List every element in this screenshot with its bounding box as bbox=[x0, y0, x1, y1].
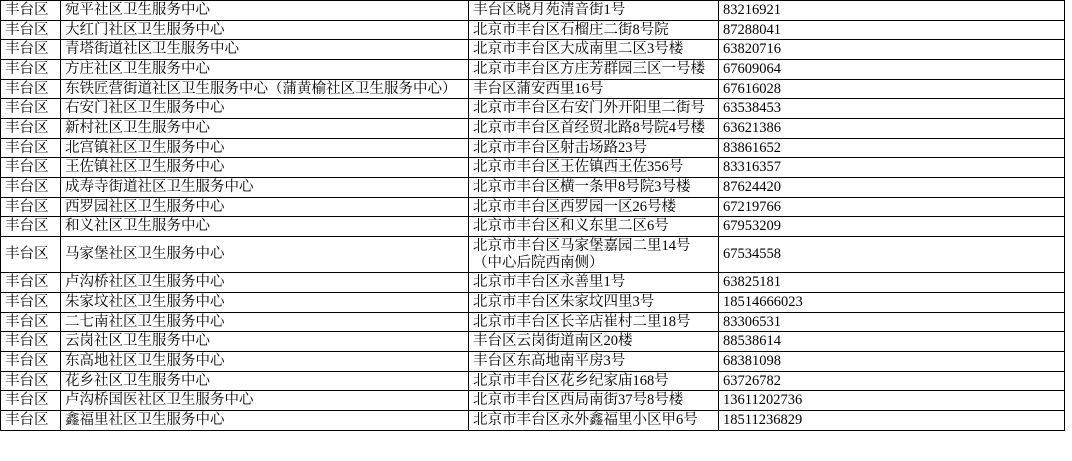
cell-address: 北京市丰台区方庄芳群园三区一号楼 bbox=[469, 60, 719, 80]
cell-address: 北京市丰台区首经贸北路8号院4号楼 bbox=[469, 119, 719, 139]
table-row bbox=[1, 371, 1065, 391]
cell-address: 北京市丰台区西罗园一区26号楼 bbox=[469, 197, 719, 217]
cell-phone: 83316357 bbox=[719, 158, 1065, 178]
cell-institution-name: 朱家坟社区卫生服务中心 bbox=[61, 293, 469, 313]
cell-phone: 88538614 bbox=[719, 332, 1065, 352]
cell-address: 北京市丰台区右安门外开阳里二街号 bbox=[469, 99, 719, 119]
cell-district: 丰台区 bbox=[1, 40, 61, 60]
cell-institution-name: 右安门社区卫生服务中心 bbox=[61, 99, 469, 119]
cell-institution-name: 北宫镇社区卫生服务中心 bbox=[61, 138, 469, 158]
cell-phone: 63825181 bbox=[719, 273, 1065, 293]
cell-district: 丰台区 bbox=[1, 197, 61, 217]
cell-phone: 67616028 bbox=[719, 79, 1065, 99]
cell-district: 丰台区 bbox=[1, 20, 61, 40]
table-row bbox=[1, 119, 1065, 139]
cell-institution-name: 卢沟桥社区卫生服务中心 bbox=[61, 273, 469, 293]
table-row bbox=[1, 20, 1065, 40]
table-row bbox=[1, 273, 1065, 293]
table-row bbox=[1, 391, 1065, 411]
cell-district: 丰台区 bbox=[1, 371, 61, 391]
cell-phone: 83861652 bbox=[719, 138, 1065, 158]
table-row bbox=[1, 293, 1065, 313]
table-row bbox=[1, 99, 1065, 119]
cell-phone: 13611202736 bbox=[719, 391, 1065, 411]
table-body bbox=[1, 1, 1065, 431]
cell-district: 丰台区 bbox=[1, 273, 61, 293]
table-row bbox=[1, 138, 1065, 158]
cell-district: 丰台区 bbox=[1, 391, 61, 411]
cell-institution-name: 马家堡社区卫生服务中心 bbox=[61, 237, 469, 273]
cell-district: 丰台区 bbox=[1, 178, 61, 198]
cell-district: 丰台区 bbox=[1, 352, 61, 372]
cell-phone: 87288041 bbox=[719, 20, 1065, 40]
cell-address: 丰台区东高地南平房3号 bbox=[469, 352, 719, 372]
cell-phone: 87624420 bbox=[719, 178, 1065, 198]
table-row bbox=[1, 411, 1065, 431]
table-row bbox=[1, 60, 1065, 80]
cell-institution-name: 东高地社区卫生服务中心 bbox=[61, 352, 469, 372]
cell-district: 丰台区 bbox=[1, 158, 61, 178]
cell-district: 丰台区 bbox=[1, 237, 61, 273]
cell-institution-name: 宛平社区卫生服务中心 bbox=[61, 1, 469, 21]
cell-institution-name: 卢沟桥国医社区卫生服务中心 bbox=[61, 391, 469, 411]
cell-institution-name: 西罗园社区卫生服务中心 bbox=[61, 197, 469, 217]
table-row bbox=[1, 1, 1065, 21]
table-row bbox=[1, 312, 1065, 332]
cell-address: 北京市丰台区和义东里二区6号 bbox=[469, 217, 719, 237]
cell-district: 丰台区 bbox=[1, 293, 61, 313]
table-row bbox=[1, 217, 1065, 237]
cell-phone: 63820716 bbox=[719, 40, 1065, 60]
cell-institution-name: 王佐镇社区卫生服务中心 bbox=[61, 158, 469, 178]
cell-address: 北京市丰台区大成南里二区3号楼 bbox=[469, 40, 719, 60]
table-row bbox=[1, 237, 1065, 273]
cell-phone: 63726782 bbox=[719, 371, 1065, 391]
table-row bbox=[1, 79, 1065, 99]
cell-institution-name: 二七南社区卫生服务中心 bbox=[61, 312, 469, 332]
cell-phone: 18514666023 bbox=[719, 293, 1065, 313]
cell-institution-name: 新村社区卫生服务中心 bbox=[61, 119, 469, 139]
cell-institution-name: 大红门社区卫生服务中心 bbox=[61, 20, 469, 40]
cell-institution-name: 成寿寺街道社区卫生服务中心 bbox=[61, 178, 469, 198]
cell-institution-name: 青塔街道社区卫生服务中心 bbox=[61, 40, 469, 60]
cell-address: 北京市丰台区射击场路23号 bbox=[469, 138, 719, 158]
cell-address: 丰台区蒲安西里16号 bbox=[469, 79, 719, 99]
address-line: （中心后院西南侧） bbox=[473, 254, 604, 271]
cell-address: 北京市丰台区永善里1号 bbox=[469, 273, 719, 293]
cell-phone: 18511236829 bbox=[719, 411, 1065, 431]
table-row bbox=[1, 178, 1065, 198]
cell-district: 丰台区 bbox=[1, 332, 61, 352]
cell-institution-name: 鑫福里社区卫生服务中心 bbox=[61, 411, 469, 431]
cell-address: 丰台区云岗街道南区20楼 bbox=[469, 332, 719, 352]
cell-address: 北京市丰台区朱家坟四里3号 bbox=[469, 293, 719, 313]
address-line: 北京市丰台区马家堡嘉园二里14号 bbox=[473, 238, 691, 255]
cell-district: 丰台区 bbox=[1, 1, 61, 21]
cell-phone: 68381098 bbox=[719, 352, 1065, 372]
cell-institution-name: 东铁匠营街道社区卫生服务中心（蒲黄榆社区卫生服务中心） bbox=[61, 79, 469, 99]
cell-district: 丰台区 bbox=[1, 312, 61, 332]
cell-district: 丰台区 bbox=[1, 138, 61, 158]
cell-address: 北京市丰台区花乡纪家庙168号 bbox=[469, 371, 719, 391]
table-row bbox=[1, 332, 1065, 352]
cell-district: 丰台区 bbox=[1, 60, 61, 80]
cell-district: 丰台区 bbox=[1, 119, 61, 139]
cell-phone: 63621386 bbox=[719, 119, 1065, 139]
cell-address: 丰台区晓月苑清音街1号 bbox=[469, 1, 719, 21]
cell-phone: 67534558 bbox=[719, 237, 1065, 273]
cell-phone: 67219766 bbox=[719, 197, 1065, 217]
cell-district: 丰台区 bbox=[1, 79, 61, 99]
table-row bbox=[1, 158, 1065, 178]
cell-phone: 67609064 bbox=[719, 60, 1065, 80]
cell-address: 北京市丰台区西局南街37号8号楼 bbox=[469, 391, 719, 411]
cell-address: 北京市丰台区永外鑫福里小区甲6号 bbox=[469, 411, 719, 431]
cell-institution-name: 和义社区卫生服务中心 bbox=[61, 217, 469, 237]
cell-institution-name: 云岗社区卫生服务中心 bbox=[61, 332, 469, 352]
cell-phone: 83306531 bbox=[719, 312, 1065, 332]
cell-district: 丰台区 bbox=[1, 411, 61, 431]
cell-phone: 83216921 bbox=[719, 1, 1065, 21]
cell-institution-name: 花乡社区卫生服务中心 bbox=[61, 371, 469, 391]
cell-address: 北京市丰台区横一条甲8号院3号楼 bbox=[469, 178, 719, 198]
table-row bbox=[1, 352, 1065, 372]
cell-address: 北京市丰台区王佐镇西王佐356号 bbox=[469, 158, 719, 178]
table-row bbox=[1, 197, 1065, 217]
cell-district: 丰台区 bbox=[1, 99, 61, 119]
cell-address: 北京市丰台区长辛店崔村二里18号 bbox=[469, 312, 719, 332]
cell-phone: 67953209 bbox=[719, 217, 1065, 237]
cell-address bbox=[469, 237, 719, 273]
cell-phone: 63538453 bbox=[719, 99, 1065, 119]
cell-institution-name: 方庄社区卫生服务中心 bbox=[61, 60, 469, 80]
cell-district: 丰台区 bbox=[1, 217, 61, 237]
table-row bbox=[1, 40, 1065, 60]
cell-address: 北京市丰台区石榴庄二街8号院 bbox=[469, 20, 719, 40]
